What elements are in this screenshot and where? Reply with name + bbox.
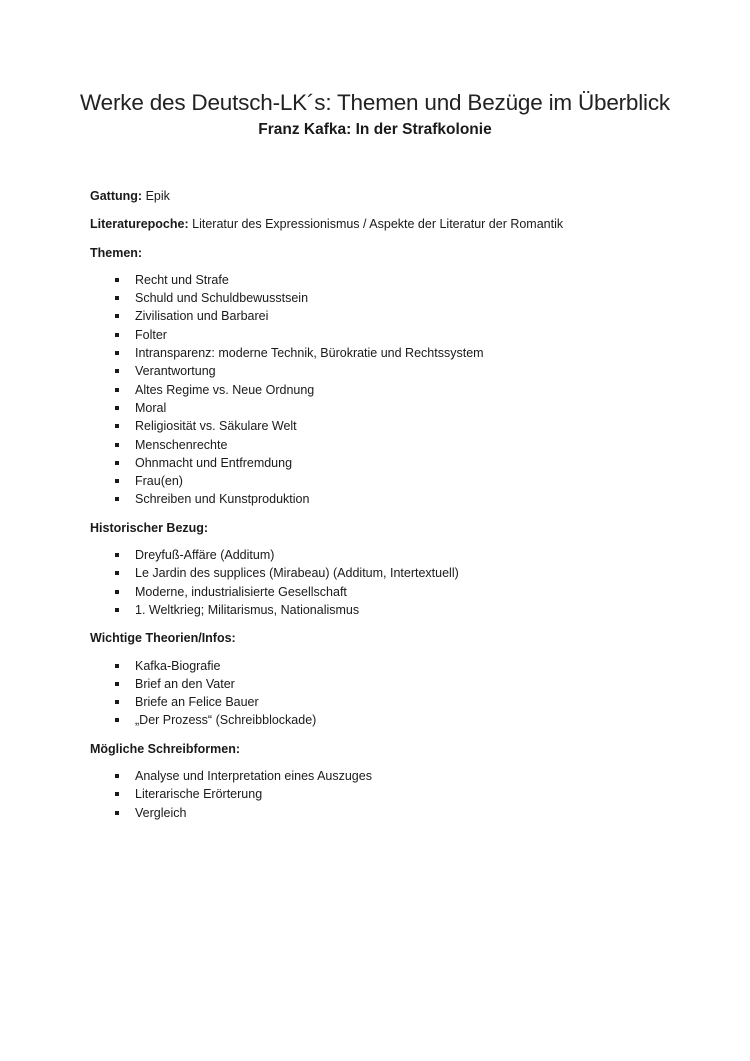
bullet-icon [115,479,119,483]
list-item [90,767,690,785]
bullet-icon [115,314,119,318]
list-item-text: Menschenrechte [135,437,228,452]
bullet-icon [115,278,119,282]
bullet-icon [115,811,119,815]
list-item-text: Literarische Erörterung [135,787,263,802]
list-item-text: Schreiben und Kunstproduktion [135,492,310,507]
list-item-text: „Der Prozess“ (Schreibblockade) [135,713,317,728]
bullet-icon [115,792,119,796]
bullet-icon [115,590,119,594]
bullet-icon [115,388,119,392]
gattung-value: Epik [145,189,170,203]
list-item-text: Kafka-Biografie [135,658,221,673]
list-item [90,693,690,711]
list-item-text: 1. Weltkrieg; Militarismus, Nationalismus [135,602,360,617]
list-item [90,417,690,435]
bullet-icon [115,424,119,428]
list-item-text: Le Jardin des supplices (Mirabeau) (Additum, Intertextuell) [135,566,459,581]
list-item-text: Intransparenz: moderne Technik, Bürokratie und Rechtssystem [135,346,484,361]
section-heading: Historischer Bezug: [90,520,209,535]
list-item [90,454,690,472]
section-historischer-bezug [90,519,690,619]
bullet-icon [115,497,119,501]
literaturepoche-value: Literatur des Expressionismus / Aspekte der Literatur der Romantik [192,217,564,232]
list-item [90,675,690,693]
list-item [90,804,690,822]
list-item-text: Moral [135,400,167,415]
list-item-text: Zivilisation und Barbarei [135,309,269,324]
section-heading: Wichtige Theorien/Infos: [90,631,236,646]
bullet-icon [115,553,119,557]
list-item [90,381,690,399]
list-item [90,785,690,803]
bullet-list [90,271,690,509]
document-subtitle: Franz Kafka: In der Strafkolonie [258,121,492,138]
list-item-text: Moderne, industrialisierte Gesellschaft [135,584,347,599]
list-item-text: Religiosität vs. Säkulare Welt [135,419,297,434]
bullet-icon [115,333,119,337]
list-item-text: Verantwortung [135,364,216,379]
list-item [90,472,690,490]
list-item-text: Schuld und Schuldbewusstsein [135,291,309,306]
gattung-label: Gattung: [90,189,143,203]
list-item-text: Frau(en) [135,474,183,489]
section-theorien [90,629,690,729]
section-schreibformen [90,740,690,822]
bullet-icon [115,608,119,612]
list-item [90,657,690,675]
list-item [90,362,690,380]
list-item [90,601,690,619]
bullet-icon [115,682,119,686]
bullet-icon [115,351,119,355]
section-themen [90,244,690,509]
bullet-icon [115,700,119,704]
section-heading: Mögliche Schreibformen: [90,741,241,756]
bullet-icon [115,774,119,778]
bullet-list [90,546,690,619]
list-item-text: Analyse und Interpretation eines Auszuges [135,769,372,784]
list-item [90,399,690,417]
bullet-icon [115,571,119,575]
list-item-text: Recht und Strafe [135,272,229,287]
bullet-icon [115,718,119,722]
list-item [90,326,690,344]
literaturepoche-label: Literaturepoche: [90,217,189,232]
bullet-icon [115,461,119,465]
bullet-icon [115,443,119,447]
list-item-text: Folter [135,327,167,342]
list-item-text: Vergleich [135,805,187,820]
gattung-field [90,187,690,205]
list-item [90,271,690,289]
list-item-text: Dreyfuß-Affäre (Additum) [135,548,275,563]
list-item-text: Ohnmacht und Entfremdung [135,455,293,470]
bullet-list [90,657,690,730]
document-title: Werke des Deutsch-LK´s: Themen und Bezüge im Überblick [80,90,670,115]
list-item [90,711,690,729]
list-item [90,546,690,564]
bullet-list [90,767,690,822]
list-item [90,583,690,601]
list-item [90,564,690,582]
bullet-icon [115,296,119,300]
list-item [90,344,690,362]
document-body [90,187,690,832]
list-item-text: Briefe an Felice Bauer [135,695,259,710]
bullet-icon [115,369,119,373]
section-heading: Themen: [90,245,143,260]
list-item [90,436,690,454]
bullet-icon [115,406,119,410]
list-item [90,307,690,325]
list-item [90,490,690,508]
literaturepoche-field [90,215,690,233]
bullet-icon [115,664,119,668]
list-item-text: Brief an den Vater [135,676,235,691]
list-item-text: Altes Regime vs. Neue Ordnung [135,382,315,397]
list-item [90,289,690,307]
